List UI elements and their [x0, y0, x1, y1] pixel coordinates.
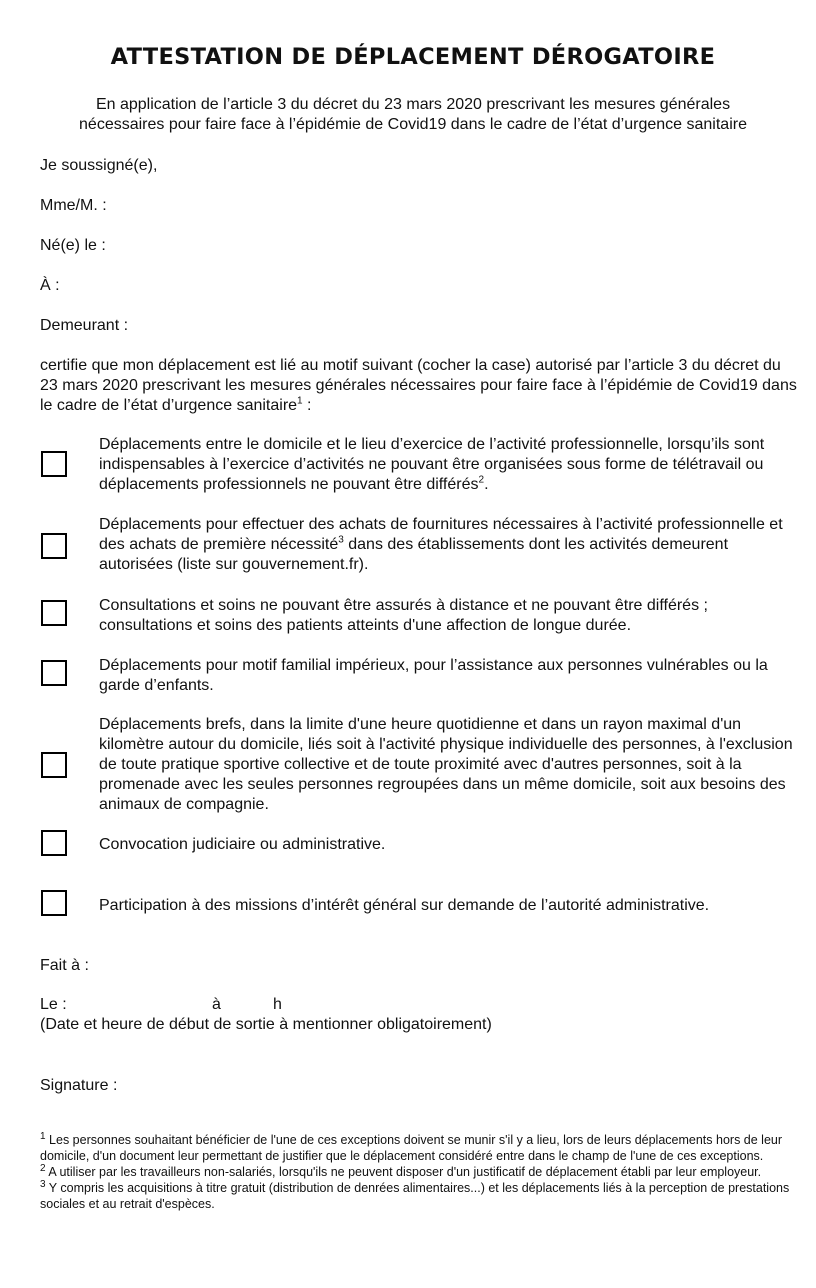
certification-paragraph: [40, 356, 800, 416]
motif-6-label: Convocation judiciaire ou administrative.: [99, 836, 386, 853]
footnote-2-text: A utiliser par les travailleurs non-salariés, lorsqu'ils ne peuvent disposer d'un justificatif de déplacement établi par leur employeur.: [45, 1165, 762, 1179]
footnote-3: [40, 1180, 800, 1212]
date-label: Le :: [40, 996, 67, 1013]
heure-h-label: h: [273, 996, 282, 1013]
footnote-1-text: Les personnes souhaitant bénéficier de l'une de ces exceptions doivent se munir s'il y a lieu, lors de leurs déplacements hors de leur domicile, d'un document leur permettant de justifier que le déplacement considéré entre dans le champ de l'une de ces exceptions.: [40, 1133, 783, 1163]
footnote-ref-2: 2: [478, 474, 485, 486]
motif-1-checkbox[interactable]: [41, 451, 67, 477]
motif-3-checkbox[interactable]: [41, 600, 67, 626]
motif-4-checkbox[interactable]: [41, 660, 67, 686]
certification-suffix: :: [302, 397, 312, 414]
motif-2-label: Déplacements pour effectuer des achats de fournitures nécessaires à l’activité professionnelle et des achats de première nécessité: [99, 516, 783, 553]
heure-a-label: à: [212, 996, 221, 1013]
signature-label: Signature :: [40, 1077, 118, 1094]
document-title: ATTESTATION DE DÉPLACEMENT DÉROGATOIRE: [110, 44, 716, 70]
footnote-2: [40, 1164, 800, 1180]
fait-a-label: Fait à :: [40, 957, 89, 974]
motif-2-text: [99, 515, 799, 575]
footnote-1-number: 1: [40, 1130, 46, 1142]
motif-7-label: Participation à des missions d’intérêt général sur demande de l’autorité administrative.: [99, 897, 710, 914]
subtitle-line-1: En application de l’article 3 du décret du 23 mars 2020 prescrivant les mesures générales: [95, 96, 731, 113]
motif-5-checkbox[interactable]: [41, 752, 67, 778]
lieu-naissance-field-label: À :: [40, 277, 60, 294]
motif-5-label: Déplacements brefs, dans la limite d'une heure quotidienne et dans un rayon maximal d'un kilomètre autour du domicile, liés soit à l'activité physique individuelle des personnes, à l'exclusion de toute pratique sportive collective et de toute proximité avec d'autres personnes, soit à la promenade avec les seules personnes regroupées dans un même domicile, soit aux besoins des animaux de compagnie.: [99, 716, 793, 813]
footnote-3-number: 3: [40, 1178, 46, 1190]
footnote-ref-3: 3: [338, 534, 344, 546]
date-instructions: (Date et heure de début de sortie à mentionner obligatoirement): [40, 1016, 492, 1033]
footnotes: [40, 1132, 800, 1212]
motif-2-checkbox[interactable]: [41, 533, 67, 559]
subtitle-line-2: nécessaires pour faire face à l’épidémie de Covid19 dans le cadre de l’état d’urgence sanitaire: [79, 116, 747, 133]
motif-3-label: Consultations et soins ne pouvant être assurés à distance et ne pouvant être différés ; consultations et soins des patients atteints d'une affection de longue durée.: [99, 597, 708, 634]
motif-4-label: Déplacements pour motif familial impérieux, pour l’assistance aux personnes vulnérables ou la garde d’enfants.: [99, 657, 768, 694]
motif-6-checkbox[interactable]: [41, 830, 67, 856]
certification-text: certifie que mon déplacement est lié au motif suivant (cocher la case) autorisé par l’article 3 du décret du 23 mars 2020 prescrivant les mesures générales nécessaires pour faire face à l’épidémie de Covid19 dans le cadre de l’état d’urgence sanitaire: [40, 357, 797, 414]
motif-1-label-end: .: [484, 476, 489, 493]
motif-1-text: [99, 435, 799, 495]
motif-1-label: Déplacements entre le domicile et le lieu d’exercice de l’activité professionnelle, lorsqu’ils sont indispensables à l’exercice d’activités ne pouvant être organisées sous forme de télétravail ou déplacements professionnels ne pouvant être différés: [99, 436, 765, 493]
footnote-3-text: Y compris les acquisitions à titre gratuit (distribution de denrées alimentaires...) et les déplacements liés à la perception de prestations sociales et au retrait d'espèces.: [40, 1181, 790, 1211]
naissance-field-label: Né(e) le :: [40, 237, 106, 254]
adresse-field-label: Demeurant :: [40, 317, 129, 334]
nom-field-label: Mme/M. :: [40, 197, 107, 214]
motif-2-label-end: dans des établissements dont les activités demeurent autorisées (liste sur gouvernement.fr).: [99, 536, 729, 573]
footnote-1: [40, 1132, 800, 1164]
soussigne-label: Je soussigné(e),: [40, 157, 158, 174]
footnote-2-number: 2: [40, 1162, 46, 1174]
footnote-ref-1: 1: [297, 395, 303, 407]
motif-7-checkbox[interactable]: [41, 890, 67, 916]
document-subtitle: [0, 95, 816, 135]
